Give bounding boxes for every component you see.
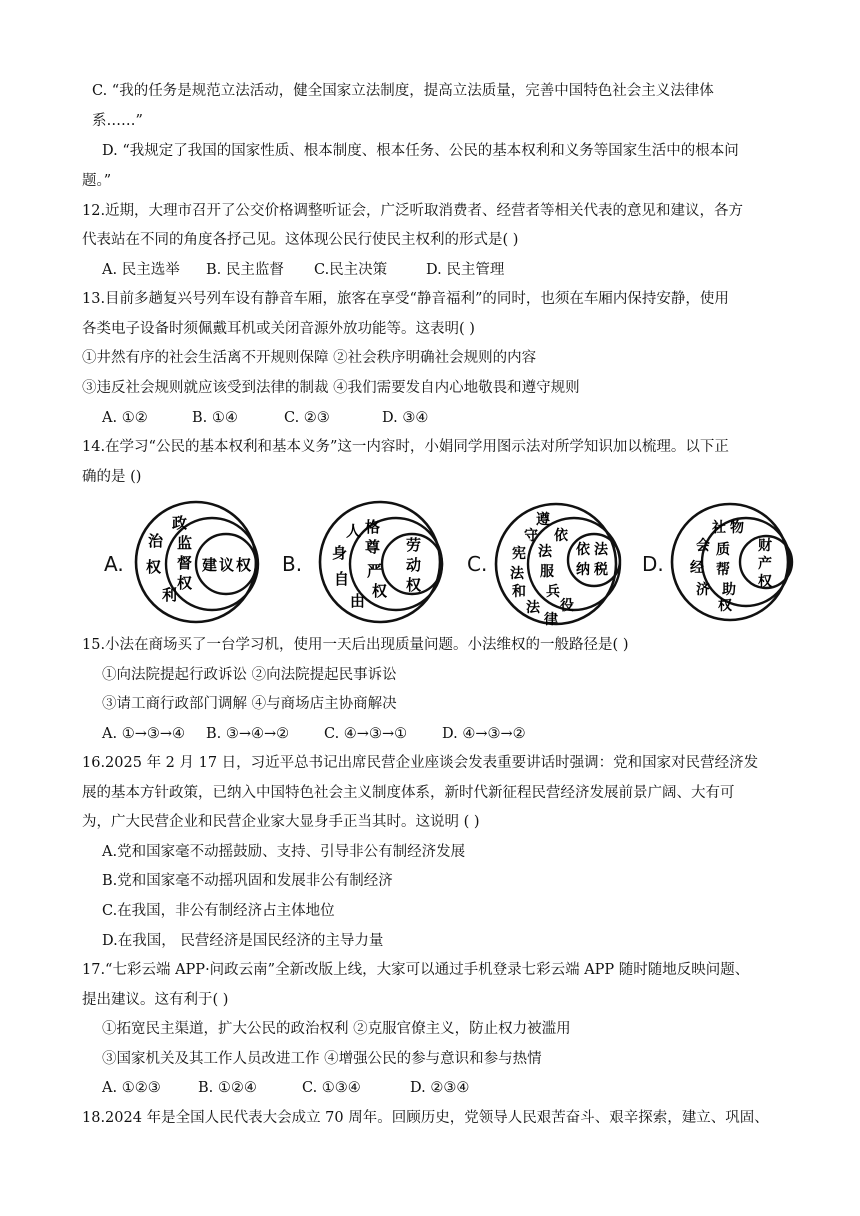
diagram-a-inner-char: 建 bbox=[202, 556, 218, 574]
diagram-a-inner-char: 议 bbox=[219, 556, 235, 574]
q13-option-b: B. ①④ bbox=[192, 410, 238, 426]
diagram-d-inner-char: 权 bbox=[758, 574, 772, 590]
q15-options bbox=[102, 724, 526, 744]
q13-stem-line1: 13.目前多趟复兴号列车设有静音车厢，旅客在享受“静音福利”的同时，也须在车厢内保持安静，使用 bbox=[82, 291, 729, 307]
diagram-c-middle-char: 法 bbox=[538, 544, 552, 560]
diagram-d-outer-char: 济 bbox=[696, 582, 710, 598]
diagram-c-outer-char: 守 bbox=[524, 528, 538, 544]
diagram-d-letter: D. bbox=[642, 552, 664, 576]
diagram-c-middle-char: 依 bbox=[554, 528, 568, 544]
q11-option-d-line1: D. “我规定了我国的国家性质、根本制度、根本任务、公民的基本权利和义务等国家生活中的根本问 bbox=[102, 143, 739, 159]
diagram-c-inner-char: 依 bbox=[576, 542, 590, 558]
q11-option-c-line1: C. “我的任务是规范立法活动，健全国家立法制度，提高立法质量，完善中国特色社会主义法律体 bbox=[92, 83, 714, 99]
q18-stem-line1: 18.2024 年是全国人民代表大会成立 70 周年。回顾历史，党领导人民艰苦奋斗、艰辛探索，建立、巩固、 bbox=[82, 1110, 769, 1126]
diagram-b-middle-char: 严 bbox=[367, 562, 383, 580]
diagram-a-outer-char: 治 bbox=[148, 532, 164, 550]
diagram-c bbox=[496, 504, 620, 628]
q16-option-b: B.党和国家毫不动摇巩固和发展非公有制经济 bbox=[102, 873, 393, 889]
q14-diagrams bbox=[0, 496, 860, 636]
q13-stem-line2: 各类电子设备时须佩戴耳机或关闭音源外放功能等。这表明( ) bbox=[82, 321, 475, 337]
diagram-b-middle-char: 尊 bbox=[365, 538, 381, 556]
diagram-a-outer-char: 利 bbox=[162, 586, 178, 604]
q12-option-b: B. 民主监督 bbox=[206, 262, 284, 278]
diagram-b bbox=[320, 502, 442, 622]
q17-items-line1: ①拓宽民主渠道，扩大公民的政治权利 ②克服官僚主义，防止权力被滥用 bbox=[102, 1021, 571, 1037]
q15-option-b: B. ③→④→② bbox=[206, 726, 290, 742]
q12-stem-line1: 12.近期，大理市召开了公交价格调整听证会，广泛听取消费者、经营者等相关代表的意见和建议，各方 bbox=[82, 203, 744, 219]
q14-stem-line1: 14.在学习“公民的基本权利和基本义务”这一内容时，小娟同学用图示法对所学知识加以梳理。以下正 bbox=[82, 439, 729, 455]
q12-stem-line2: 代表站在不同的角度各抒己见。这体现公民行使民主权利的形式是( ) bbox=[82, 232, 519, 248]
q16-stem-line1: 16.2025 年 2 月 17 日，习近平总书记出席民营企业座谈会发表重要讲话时强调：党和国家对民营经济发 bbox=[82, 755, 759, 771]
diagram-d-outer-char: 权 bbox=[718, 598, 732, 614]
diagram-c-outer-char: 律 bbox=[544, 612, 558, 628]
diagram-a-outer-char: 权 bbox=[146, 558, 162, 576]
diagram-a-letter: A. bbox=[104, 552, 124, 576]
diagram-b-outer-char: 人 bbox=[346, 522, 362, 540]
diagram-b-inner-char: 劳 bbox=[406, 536, 422, 554]
diagram-a-middle-char: 监 bbox=[177, 534, 193, 552]
diagram-d-middle-char: 帮 bbox=[716, 562, 730, 578]
q16-option-a: A.党和国家毫不动摇鼓励、支持、引导非公有制经济发展 bbox=[102, 844, 466, 860]
q17-items-line2: ③国家机关及其工作人员改进工作 ④增强公民的参与意识和参与热情 bbox=[102, 1051, 542, 1067]
q12-option-d: D. 民主管理 bbox=[426, 262, 505, 278]
diagram-c-outer-char: 法 bbox=[510, 566, 524, 582]
diagram-c-letter: C. bbox=[467, 552, 488, 576]
diagram-d-middle-char: 质 bbox=[716, 542, 730, 558]
diagram-c-middle-char: 役 bbox=[560, 598, 574, 614]
diagram-d bbox=[672, 504, 792, 620]
q14-stem-line2: 确的是 () bbox=[82, 469, 142, 485]
q16-option-d: D.在我国， 民营经济是国民经济的主导力量 bbox=[102, 933, 384, 949]
q17-option-c: C. ①③④ bbox=[302, 1080, 361, 1096]
diagram-b-inner-char: 权 bbox=[406, 576, 422, 594]
diagram-d-outer-char: 经 bbox=[690, 560, 704, 576]
diagram-c-middle-char: 兵 bbox=[546, 584, 560, 600]
q15-stem: 15.小法在商场买了一台学习机，使用一天后出现质量问题。小法维权的一般路径是( ) bbox=[82, 637, 629, 653]
q15-items-line2: ③请工商行政部门调解 ④与商场店主协商解决 bbox=[102, 696, 397, 712]
q13-items-line2: ③违反社会规则就应该受到法律的制裁 ④我们需要发自内心地敬畏和遵守规则 bbox=[82, 380, 580, 396]
q15-option-c: C. ④→③→① bbox=[324, 726, 408, 742]
diagram-b-outer-char: 自 bbox=[334, 570, 350, 588]
q16-stem-line3: 为，广大民营企业和民营企业家大显身手正当其时。这说明 ( ) bbox=[82, 814, 480, 830]
q15-items-line1: ①向法院提起行政诉讼 ②向法院提起民事诉讼 bbox=[102, 667, 397, 683]
diagram-a-inner-char: 权 bbox=[236, 556, 252, 574]
q16-option-c: C.在我国，非公有制经济占主体地位 bbox=[102, 903, 335, 919]
q15-option-a: A. ①→③→④ bbox=[102, 726, 185, 742]
diagram-d-middle-char: 物 bbox=[730, 520, 744, 536]
q13-items-line1: ①井然有序的社会生活离不开规则保障 ②社会秩序明确社会规则的内容 bbox=[82, 350, 537, 366]
diagram-d-middle-char: 助 bbox=[722, 582, 736, 598]
q11-option-d-line2: 题。” bbox=[82, 173, 112, 189]
diagram-a-middle-char: 督 bbox=[177, 554, 193, 572]
q11-option-c-line2: 系……” bbox=[92, 113, 143, 129]
diagram-c-outer-char: 宪 bbox=[512, 546, 526, 562]
q17-stem-line2: 提出建议。这有利于( ) bbox=[82, 992, 229, 1008]
diagram-c-outer-char: 和 bbox=[512, 584, 526, 600]
diagram-c-middle-char: 服 bbox=[540, 564, 554, 580]
q17-options bbox=[102, 1078, 469, 1098]
q15-option-d: D. ④→③→② bbox=[442, 726, 526, 742]
diagram-c-inner-char: 税 bbox=[594, 562, 608, 578]
q17-option-a: A. ①②③ bbox=[102, 1080, 161, 1096]
diagram-c-outer-char: 遵 bbox=[536, 512, 550, 528]
q12-option-a: A. 民主选举 bbox=[102, 262, 180, 278]
diagram-a-middle-char: 权 bbox=[177, 574, 193, 592]
diagram-b-middle-char: 格 bbox=[365, 518, 381, 536]
diagram-d-inner-char: 产 bbox=[758, 556, 772, 572]
q17-option-d: D. ②③④ bbox=[410, 1080, 470, 1096]
q13-option-c: C. ②③ bbox=[284, 410, 330, 426]
diagram-d-inner-char: 财 bbox=[758, 538, 772, 554]
q13-options bbox=[102, 408, 428, 428]
diagram-c-inner-char: 纳 bbox=[576, 562, 590, 578]
diagram-b-middle-char: 权 bbox=[372, 582, 388, 600]
diagram-b-letter: B. bbox=[282, 552, 303, 576]
diagram-a-outer-char: 政 bbox=[172, 514, 188, 532]
q12-options bbox=[102, 260, 504, 280]
diagram-b-inner-char: 动 bbox=[406, 556, 422, 574]
diagram-c-outer-char: 法 bbox=[526, 600, 540, 616]
diagram-d-outer-char: 会 bbox=[696, 538, 710, 554]
diagram-a bbox=[136, 502, 258, 622]
q17-stem-line1: 17.“七彩云端 APP·问政云南”全新改版上线，大家可以通过手机登录七彩云端 APP 随时随地反映问题、 bbox=[82, 962, 750, 978]
q13-option-a: A. ①② bbox=[102, 410, 148, 426]
diagram-b-outer-char: 身 bbox=[332, 544, 348, 562]
diagram-c-inner-char: 法 bbox=[594, 542, 608, 558]
q16-stem-line2: 展的基本方针政策，已纳入中国特色社会主义制度体系，新时代新征程民营经济发展前景广阔、大有可 bbox=[82, 785, 735, 801]
q17-option-b: B. ①②④ bbox=[198, 1080, 257, 1096]
q13-option-d: D. ③④ bbox=[382, 410, 429, 426]
q12-option-c: C.民主决策 bbox=[314, 262, 388, 278]
diagram-d-outer-char: 社 bbox=[712, 520, 726, 536]
diagram-b-outer-char: 由 bbox=[350, 592, 366, 610]
